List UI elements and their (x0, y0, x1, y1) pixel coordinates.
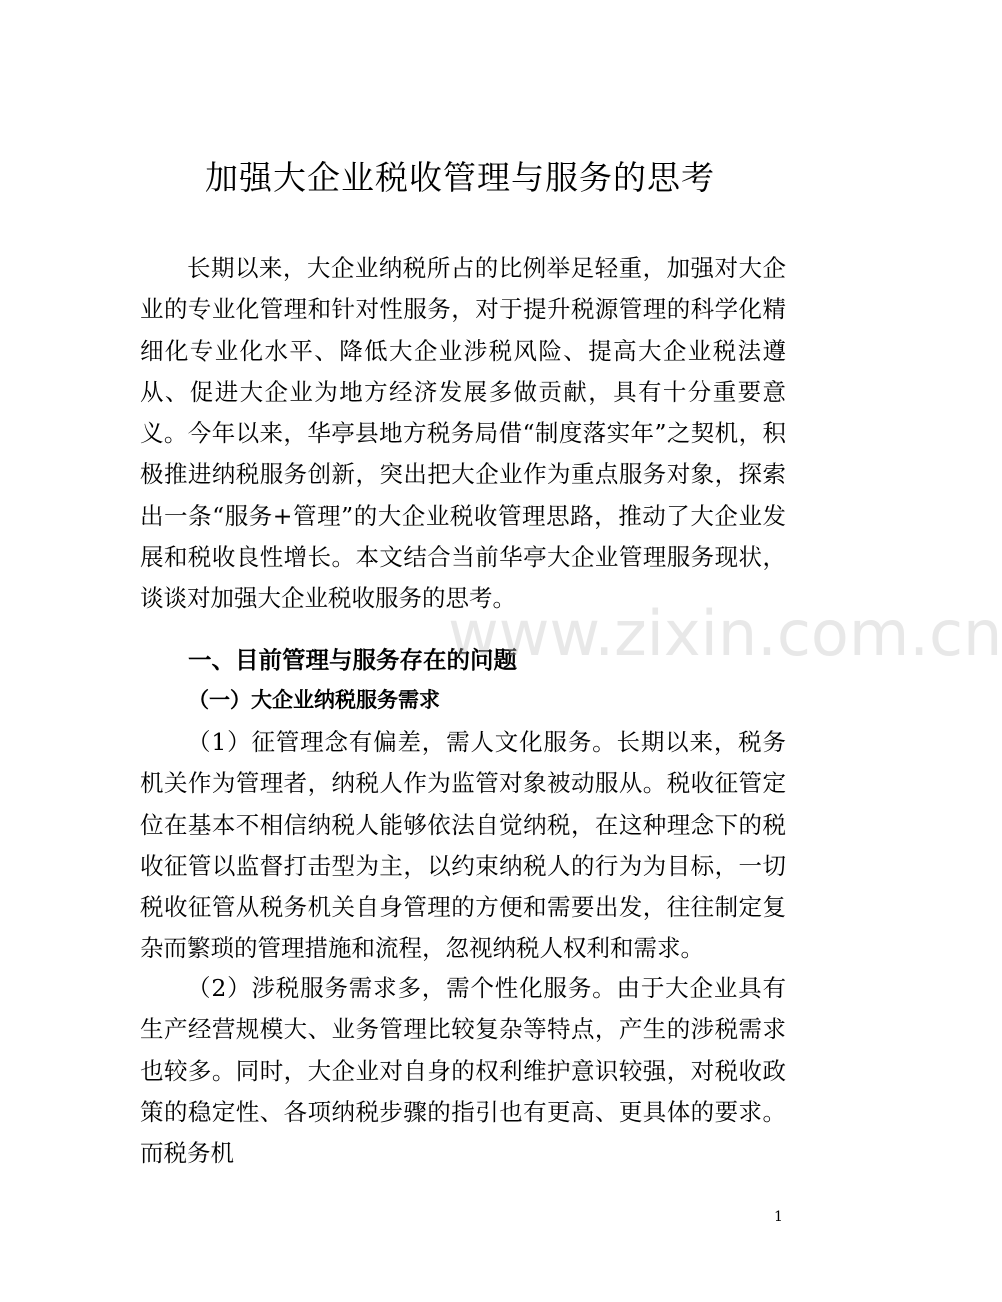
watermark: www.zixin.com.cn (448, 597, 1002, 670)
body-paragraph-point-2: （2）涉税服务需求多，需个性化服务。由于大企业具有生产经营规模大、业务管理比较复杂等特点，产生的涉税需求也较多。同时，大企业对自身的权利维护意识较强，对税收政策的稳定性、各项纳税步骤的指引也有更高、更具体的要求。而税务机 (140, 974, 786, 1168)
page-number: 1 (774, 1209, 783, 1225)
document-title: 加强大企业税收管理与服务的思考 (205, 158, 715, 197)
intro-paragraph: 长期以来，大企业纳税所占的比例举足轻重，加强对大企业的专业化管理和针对性服务，对于提升税源管理的科学化精细化专业化水平、降低大企业涉税风险、提高大企业税法遵从、促进大企业为地方经济发展多做贡献，具有十分重要意义。今年以来，华亭县地方税务局借“制度落实年”之契机，积极推进纳税服务创新，突出把大企业作为重点服务对象，探索出一条“服务+管理”的大企业税收管理思路，推动了大企业发展和税收良性增长。本文结合当前华亭大企业管理服务现状，谈谈对加强大企业税收服务的思考。 (140, 254, 786, 613)
section-heading: 一、目前管理与服务存在的问题 (188, 646, 517, 674)
body-paragraph-point-1: （1）征管理念有偏差，需人文化服务。长期以来，税务机关作为管理者，纳税人作为监管对象被动服从。税收征管定位在基本不相信纳税人能够依法自觉纳税，在这种理念下的税收征管以监督打击型为主，以约束纳税人的行为为目标，一切税收征管从税务机关自身管理的方便和需要出发，往往制定复杂而繁琐的管理措施和流程，忽视纳税人权利和需求。 (140, 728, 786, 963)
subsection-heading: （一）大企业纳税服务需求 (188, 687, 440, 712)
